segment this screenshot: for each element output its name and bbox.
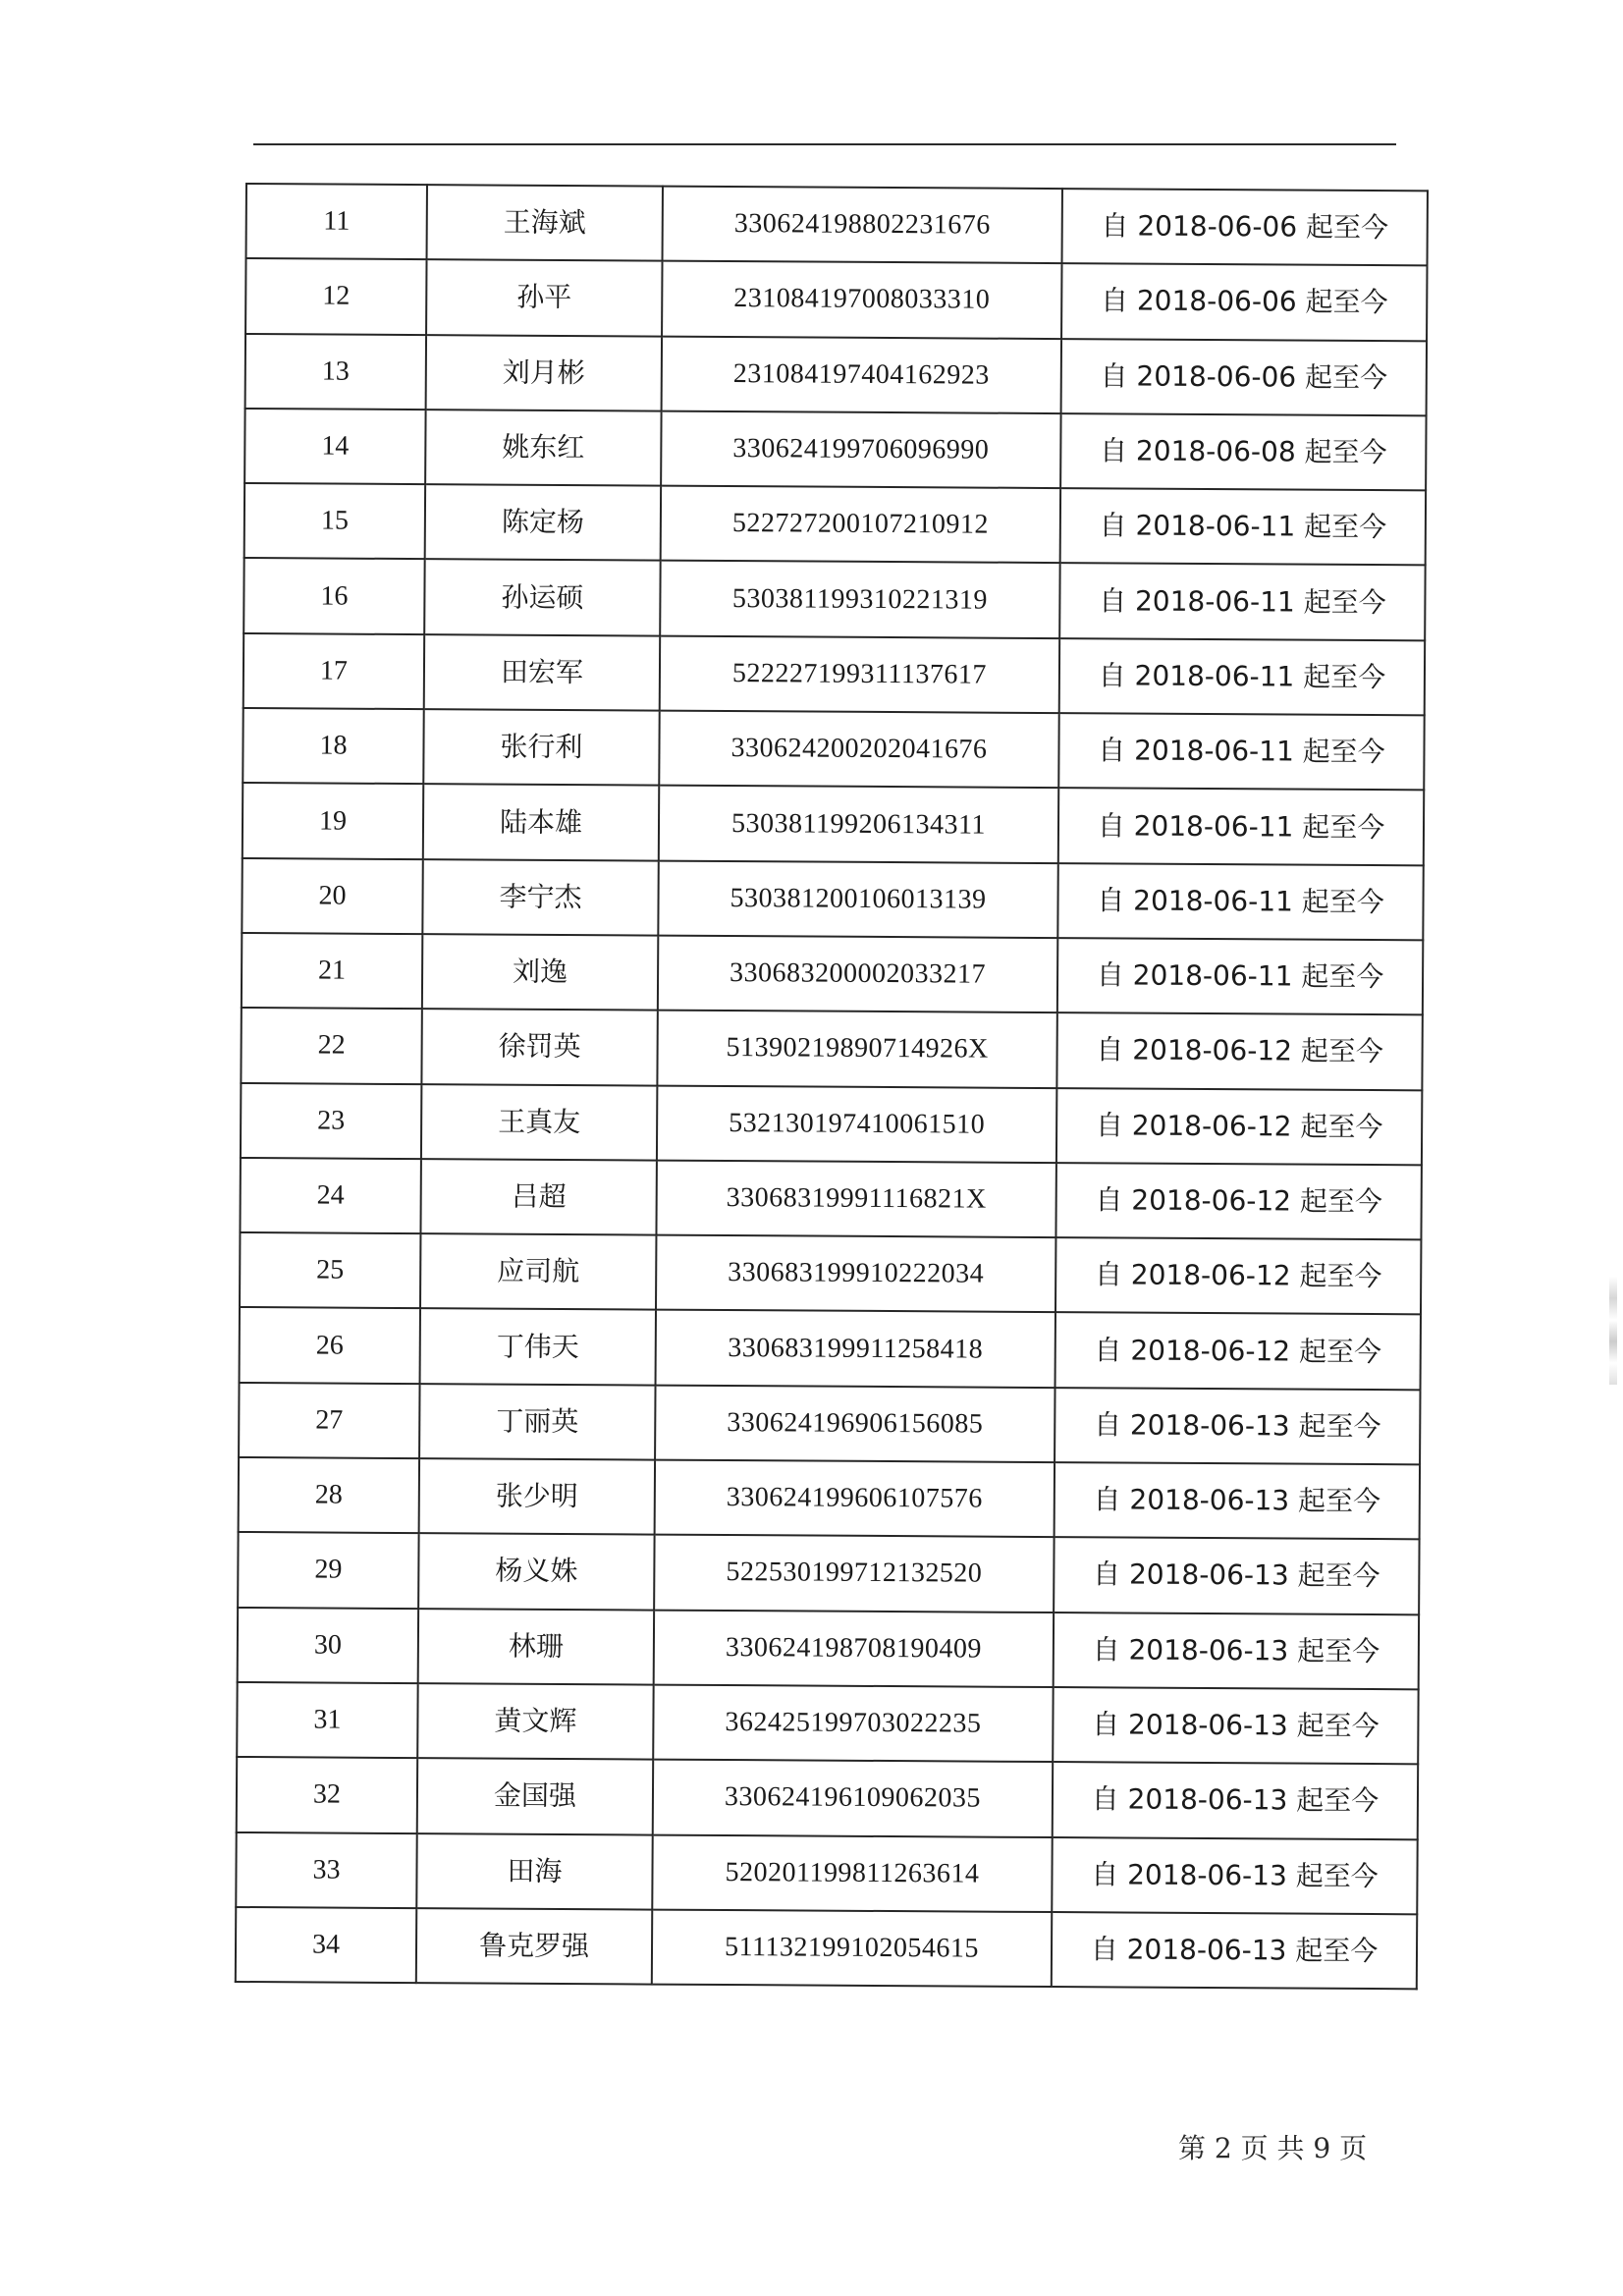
name-cell: 杨义姝 (418, 1533, 654, 1610)
row-number-cell: 30 (238, 1608, 418, 1683)
row-number-cell: 17 (243, 633, 424, 709)
id-number-cell: 522530199712132520 (654, 1535, 1054, 1613)
row-number-cell: 19 (243, 783, 423, 858)
name-cell: 李宁杰 (422, 859, 658, 936)
period-cell: 自 2018-06-13 起至今 (1054, 1537, 1419, 1614)
id-number-cell: 231084197008033310 (662, 261, 1061, 339)
table-row (239, 1457, 1420, 1540)
table-row (243, 708, 1424, 791)
table-row (237, 1757, 1418, 1839)
name-cell: 刘逸 (422, 934, 658, 1011)
name-cell: 鲁克罗强 (416, 1908, 652, 1985)
row-number-cell: 32 (237, 1757, 417, 1832)
name-cell: 刘月彬 (426, 335, 662, 411)
table-row (244, 483, 1426, 566)
table-row (240, 1307, 1421, 1390)
table-row (236, 1907, 1417, 1990)
row-number-cell: 22 (241, 1008, 421, 1083)
roster-table-body (236, 184, 1428, 1989)
row-number-cell: 16 (243, 558, 424, 633)
id-number-cell: 330624196906156085 (655, 1385, 1055, 1462)
row-number-cell: 29 (238, 1532, 418, 1608)
row-number-cell: 33 (236, 1832, 416, 1908)
period-cell: 自 2018-06-13 起至今 (1053, 1762, 1418, 1839)
id-number-cell: 330683199911258418 (656, 1310, 1055, 1388)
id-number-cell: 231084197404162923 (662, 336, 1061, 413)
row-number-cell: 20 (242, 858, 422, 934)
row-number-cell: 18 (243, 708, 423, 784)
table-row (242, 858, 1423, 941)
id-number-cell: 51390219890714926X (657, 1011, 1056, 1088)
id-number-cell: 330683199910222034 (656, 1235, 1055, 1313)
period-cell: 自 2018-06-11 起至今 (1058, 788, 1424, 865)
period-cell: 自 2018-06-13 起至今 (1053, 1687, 1418, 1765)
name-cell: 黄文辉 (417, 1683, 653, 1760)
period-cell: 自 2018-06-12 起至今 (1055, 1313, 1421, 1391)
period-cell: 自 2018-06-12 起至今 (1056, 1088, 1422, 1166)
period-cell: 自 2018-06-11 起至今 (1057, 863, 1423, 941)
period-cell: 自 2018-06-06 起至今 (1062, 189, 1428, 266)
period-cell: 自 2018-06-12 起至今 (1056, 1012, 1422, 1090)
row-number-cell: 24 (240, 1158, 420, 1233)
period-cell: 自 2018-06-11 起至今 (1059, 564, 1425, 641)
id-number-cell: 330624198708190409 (654, 1610, 1054, 1687)
row-number-cell: 21 (242, 933, 422, 1009)
table-row (241, 1083, 1422, 1166)
name-cell: 应司航 (420, 1233, 656, 1310)
period-cell: 自 2018-06-06 起至今 (1061, 339, 1427, 416)
table-row (240, 1158, 1421, 1240)
row-number-cell: 31 (237, 1682, 417, 1758)
period-cell: 自 2018-06-13 起至今 (1052, 1837, 1417, 1915)
name-cell: 徐罚英 (421, 1009, 657, 1085)
id-number-cell: 532130197410061510 (657, 1085, 1056, 1163)
table-row (246, 184, 1428, 266)
id-number-cell: 522227199311137617 (660, 635, 1059, 713)
table-row (239, 1383, 1420, 1465)
id-number-cell: 522727200107210912 (661, 486, 1060, 564)
row-number-cell: 34 (236, 1907, 416, 1983)
header-rule (253, 143, 1396, 145)
period-cell: 自 2018-06-12 起至今 (1055, 1163, 1421, 1240)
table-row (240, 1232, 1421, 1315)
name-cell: 金国强 (417, 1758, 653, 1834)
row-number-cell: 13 (245, 334, 426, 410)
table-row (245, 334, 1427, 416)
row-number-cell: 28 (239, 1457, 419, 1533)
id-number-cell: 520201199811263614 (652, 1834, 1052, 1912)
period-cell: 自 2018-06-13 起至今 (1052, 1912, 1417, 1990)
period-cell: 自 2018-06-13 起至今 (1055, 1388, 1420, 1465)
id-number-cell: 330624200202041676 (659, 711, 1058, 789)
table-row (243, 633, 1425, 716)
period-cell: 自 2018-06-08 起至今 (1060, 413, 1426, 491)
period-cell: 自 2018-06-11 起至今 (1057, 938, 1423, 1015)
name-cell: 王海斌 (427, 185, 663, 261)
scan-edge-mark (1609, 1277, 1617, 1385)
id-number-cell: 330683200002033217 (658, 936, 1057, 1013)
row-number-cell: 27 (239, 1383, 419, 1458)
name-cell: 田海 (416, 1833, 652, 1910)
name-cell: 丁伟天 (420, 1309, 656, 1386)
row-number-cell: 23 (241, 1083, 421, 1159)
name-cell: 孙平 (426, 259, 662, 336)
table-row (245, 258, 1427, 341)
table-row (237, 1682, 1418, 1765)
table-row (238, 1608, 1419, 1690)
table-row (236, 1832, 1417, 1915)
name-cell: 孙运硕 (424, 560, 660, 636)
name-cell: 王真友 (421, 1084, 657, 1161)
id-number-cell: 530381200106013139 (658, 860, 1057, 938)
table-row (243, 783, 1424, 865)
id-number-cell: 362425199703022235 (653, 1685, 1053, 1763)
row-number-cell: 15 (244, 483, 425, 559)
id-number-cell: 33068319991116821X (656, 1160, 1055, 1237)
row-number-cell: 12 (245, 258, 426, 334)
id-number-cell: 330624199706096990 (661, 410, 1060, 488)
period-cell: 自 2018-06-13 起至今 (1055, 1462, 1420, 1540)
name-cell: 张少明 (419, 1458, 655, 1535)
period-cell: 自 2018-06-11 起至今 (1060, 488, 1426, 566)
row-number-cell: 11 (246, 184, 427, 259)
id-number-cell: 530381199310221319 (660, 561, 1059, 638)
row-number-cell: 14 (244, 409, 425, 484)
id-number-cell: 330624196109062035 (653, 1760, 1053, 1837)
period-cell: 自 2018-06-13 起至今 (1054, 1613, 1419, 1690)
page-number: 第 2 页 共 9 页 (1178, 2132, 1368, 2164)
roster-table-container (235, 183, 1429, 1990)
period-cell: 自 2018-06-11 起至今 (1058, 713, 1424, 791)
id-number-cell: 511132199102054615 (652, 1909, 1052, 1987)
row-number-cell: 26 (240, 1307, 420, 1383)
table-row (241, 1008, 1422, 1090)
name-cell: 陈定杨 (425, 484, 661, 561)
period-cell: 自 2018-06-12 起至今 (1055, 1237, 1421, 1315)
name-cell: 张行利 (423, 709, 659, 786)
name-cell: 林珊 (418, 1609, 654, 1685)
name-cell: 田宏军 (424, 634, 660, 711)
row-number-cell: 25 (240, 1232, 420, 1308)
name-cell: 姚东红 (425, 410, 661, 486)
period-cell: 自 2018-06-06 起至今 (1061, 263, 1427, 341)
table-row (244, 409, 1426, 491)
table-row (238, 1532, 1419, 1614)
name-cell: 丁丽英 (419, 1384, 655, 1460)
period-cell: 自 2018-06-11 起至今 (1059, 638, 1425, 716)
table-row (243, 558, 1425, 640)
id-number-cell: 330624199606107576 (655, 1460, 1055, 1538)
roster-table (235, 183, 1429, 1990)
name-cell: 吕超 (420, 1159, 656, 1235)
table-row (242, 933, 1423, 1015)
name-cell: 陆本雄 (423, 784, 659, 860)
id-number-cell: 330624198802231676 (663, 187, 1062, 264)
id-number-cell: 530381199206134311 (659, 786, 1058, 863)
